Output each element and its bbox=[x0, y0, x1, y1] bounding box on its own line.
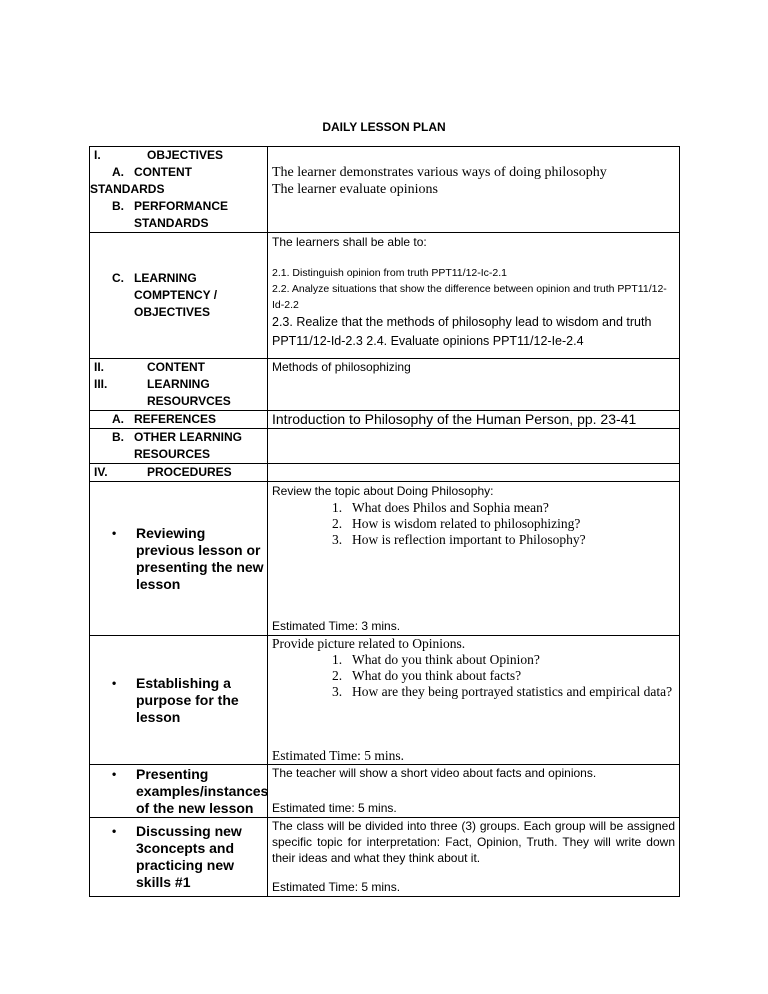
list-item bbox=[272, 532, 675, 548]
competency-intro: The learners shall be able to: bbox=[272, 235, 427, 249]
learning-resources-heading bbox=[90, 376, 267, 393]
other-resources-label-1: OTHER LEARNING bbox=[134, 430, 242, 444]
list-text: How is reflection important to Philosophy? bbox=[352, 532, 586, 547]
procedures-row bbox=[90, 464, 680, 482]
content-label: CONTENT bbox=[147, 360, 205, 374]
list-text: How are they being portrayed statistics and empirical data? bbox=[352, 684, 673, 699]
other-resources-row bbox=[90, 429, 680, 464]
procedure-2-intro: Provide picture related to Opinions. bbox=[272, 636, 466, 651]
content-row bbox=[90, 359, 680, 411]
performance-standards-value: The learner evaluate opinions bbox=[272, 182, 438, 197]
other-resources-heading bbox=[90, 429, 267, 446]
learning-competency-label-3: OBJECTIVES bbox=[134, 305, 211, 319]
objectives-numeral: I. bbox=[94, 148, 101, 162]
list-number: 2. bbox=[332, 668, 343, 683]
performance-standards-heading bbox=[90, 198, 267, 215]
list-text: How is wisdom related to philosophizing? bbox=[352, 516, 581, 531]
bullet-icon: • bbox=[112, 675, 117, 690]
performance-standards-label-1: PERFORMANCE bbox=[134, 199, 229, 213]
procedure-3-label-text: Presenting examples/instances of the new lesson bbox=[136, 765, 269, 816]
procedures-heading bbox=[90, 464, 267, 481]
procedure-2-time: Estimated Time: 5 mins. bbox=[272, 748, 405, 763]
procedures-numeral: IV. bbox=[94, 465, 108, 479]
list-item bbox=[272, 516, 675, 532]
learning-competency-heading bbox=[90, 270, 267, 287]
competency-item-1: 2.1. Distinguish opinion from truth PPT11/12-Ic-2.1 bbox=[272, 267, 508, 279]
procedure-4-label bbox=[90, 823, 267, 891]
procedure-3-time: Estimated time: 5 mins. bbox=[272, 801, 397, 815]
document-title: DAILY LESSON PLAN bbox=[322, 120, 446, 134]
content-standards-letter: A. bbox=[112, 165, 124, 179]
procedure-1-list bbox=[272, 500, 675, 548]
learning-competency-letter: C. bbox=[112, 271, 124, 285]
content-standards-label: CONTENT STANDARDS bbox=[90, 165, 192, 196]
content-heading bbox=[90, 359, 267, 376]
procedure-2-list bbox=[272, 652, 675, 700]
procedure-1-label-text: Reviewing previous lesson or presenting the new lesson bbox=[136, 524, 264, 592]
procedure-4-label-text: Discussing new 3concepts and practicing new skills #1 bbox=[136, 823, 242, 890]
references-row bbox=[90, 411, 680, 429]
bullet-icon: • bbox=[112, 824, 117, 838]
list-number: 1. bbox=[332, 500, 343, 515]
list-text: What do you think about facts? bbox=[352, 668, 522, 683]
learning-competency-label-2: COMPTENCY / bbox=[134, 288, 218, 302]
list-number: 1. bbox=[332, 652, 343, 667]
objectives-row bbox=[90, 147, 680, 233]
list-number: 2. bbox=[332, 516, 343, 531]
procedure-4-row bbox=[90, 818, 680, 897]
references-heading bbox=[90, 411, 267, 428]
other-resources-label-2: RESOURCES bbox=[134, 447, 211, 461]
objectives-label: OBJECTIVES bbox=[147, 148, 224, 162]
learning-competency-row bbox=[90, 233, 680, 359]
list-number: 3. bbox=[332, 532, 343, 547]
procedure-3-text: The teacher will show a short video about facts and opinions. bbox=[272, 766, 597, 780]
list-item bbox=[272, 668, 675, 684]
procedure-2-label-text: Establishing a purpose for the lesson bbox=[136, 674, 239, 725]
performance-standards-label-2: STANDARDS bbox=[134, 216, 209, 230]
list-text: What do you think about Opinion? bbox=[352, 652, 540, 667]
competency-item-2: 2.2. Analyze situations that show the difference between opinion and truth PPT11/12-Id-2.2 bbox=[272, 283, 667, 311]
competency-item-3: 2.3. Realize that the methods of philosophy lead to wisdom and truth PPT11/12-Id-2.3 2.4. Evaluate opinions PPT11/12-Ie-2.4 bbox=[272, 315, 652, 348]
procedure-3-label bbox=[90, 766, 267, 817]
references-label: REFERENCES bbox=[134, 412, 217, 426]
objectives-heading bbox=[90, 147, 267, 164]
references-value: Introduction to Philosophy of the Human Person, pp. 23-41 bbox=[272, 411, 637, 427]
procedure-1-row bbox=[90, 482, 680, 636]
performance-standards-letter: B. bbox=[112, 199, 124, 213]
bullet-icon: • bbox=[112, 766, 117, 781]
procedure-1-label bbox=[90, 525, 267, 593]
lesson-plan-table bbox=[89, 146, 680, 897]
procedure-1-time: Estimated Time: 3 mins. bbox=[272, 619, 401, 633]
content-standards-value: The learner demonstrates various ways of doing philosophy bbox=[272, 165, 607, 180]
other-resources-letter: B. bbox=[112, 430, 124, 444]
procedure-3-row bbox=[90, 765, 680, 818]
list-text: What does Philos and Sophia mean? bbox=[352, 500, 549, 515]
procedure-1-intro: Review the topic about Doing Philosophy: bbox=[272, 484, 494, 498]
learning-competency-label-1: LEARNING bbox=[134, 271, 197, 285]
procedure-4-text: The class will be divided into three (3) groups. Each group will be assigned specific topic for interpretation: Fact, Opinion, Truth. They will write down their ideas and what they think about it. bbox=[272, 819, 675, 865]
content-standards-heading bbox=[90, 164, 267, 198]
list-item bbox=[272, 652, 675, 668]
procedure-4-time: Estimated Time: 5 mins. bbox=[272, 880, 401, 894]
learning-resources-label-1: LEARNING bbox=[147, 377, 210, 391]
content-value: Methods of philosophizing bbox=[272, 360, 411, 374]
learning-resources-label-2: RESOURVCES bbox=[147, 394, 231, 408]
content-numeral: II. bbox=[94, 360, 105, 374]
procedure-2-label bbox=[90, 675, 267, 726]
procedures-label: PROCEDURES bbox=[147, 465, 232, 479]
list-item bbox=[272, 684, 675, 700]
learning-resources-numeral: III. bbox=[94, 377, 108, 391]
references-letter: A. bbox=[112, 412, 124, 426]
procedure-2-row bbox=[90, 636, 680, 765]
bullet-icon: • bbox=[112, 525, 117, 540]
list-number: 3. bbox=[332, 684, 343, 699]
list-item bbox=[272, 500, 675, 516]
